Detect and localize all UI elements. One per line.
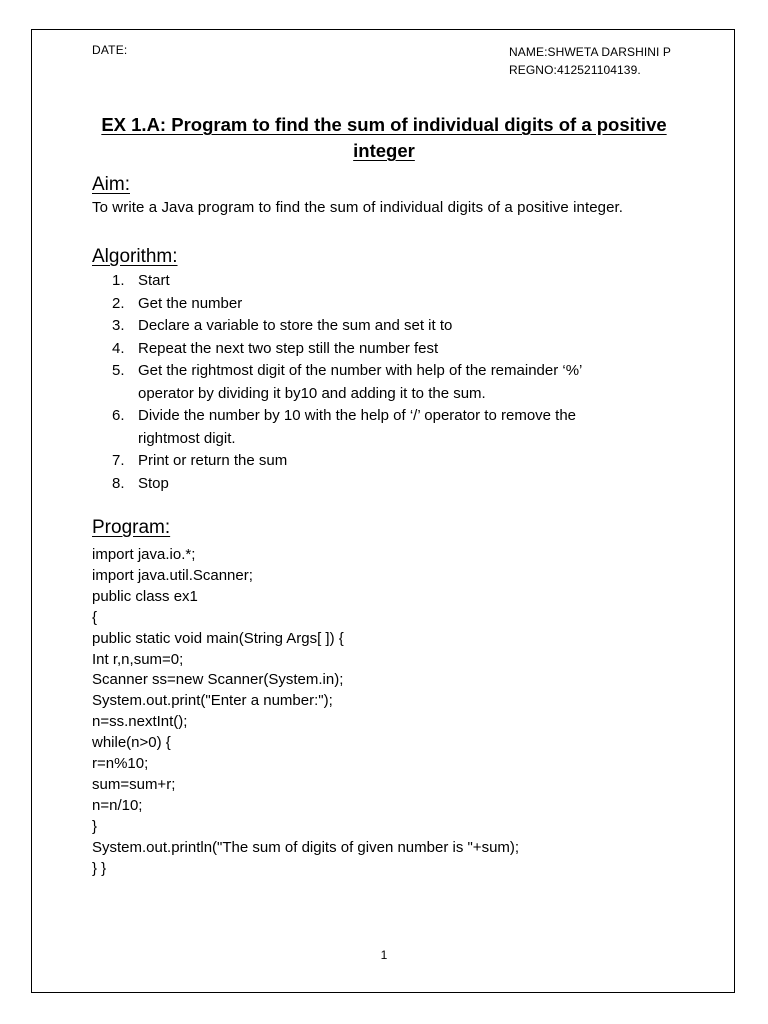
code-line: import java.util.Scanner; — [92, 566, 253, 584]
algorithm-step — [112, 293, 672, 316]
code-line: Scanner ss=new Scanner(System.in); — [92, 671, 344, 689]
code-line: public static void main(String Args[ ]) { — [92, 629, 344, 647]
regno-label: REGNO: — [509, 63, 557, 77]
program-heading: Program: — [92, 517, 171, 538]
step-text — [138, 315, 672, 338]
step-text-line: Get the rightmost digit of the number with help of the remainder ‘%’ — [138, 362, 583, 379]
code-line: { — [92, 608, 98, 626]
step-number: 1. — [112, 272, 125, 289]
step-text — [138, 270, 672, 293]
title-line-2: integer — [353, 140, 415, 161]
step-text — [138, 473, 672, 496]
algorithm-step — [112, 270, 672, 293]
step-text-line: Start — [138, 272, 170, 289]
algorithm-heading: Algorithm: — [92, 246, 178, 267]
code-line: System.out.println("The sum of digits of given number is "+sum); — [92, 838, 520, 856]
step-text-line: Get the number — [138, 294, 243, 312]
step-number: 2. — [112, 294, 125, 312]
regno-value: 412521104139. — [556, 63, 641, 77]
step-number: 7. — [112, 452, 125, 469]
algorithm-step — [112, 473, 672, 496]
step-number: 4. — [112, 339, 125, 357]
step-text-line: rightmost digit. — [138, 429, 236, 447]
code-line: sum=sum+r; — [92, 775, 176, 793]
step-text-line: Repeat the next two step still the number fest — [138, 339, 439, 357]
aim-text: To write a Java program to find the sum of individual digits of a positive integer. — [92, 199, 624, 216]
code-line: } — [92, 817, 98, 835]
algorithm-step — [112, 405, 672, 450]
regno-line — [509, 61, 671, 79]
step-number: 6. — [112, 407, 125, 424]
step-text — [138, 293, 672, 316]
code-line: import java.io.*; — [92, 546, 196, 563]
code-line: r=n%10; — [92, 755, 149, 773]
step-text-line: Divide the number by 10 with the help of ‘/’ operator to remove the — [138, 407, 577, 424]
title-line-1: EX 1.A: Program to find the sum of individual digits of a positive — [101, 114, 667, 135]
code-line: n=ss.nextInt(); — [92, 713, 188, 731]
step-text — [138, 360, 672, 405]
step-text-line: Print or return the sum — [138, 452, 288, 469]
step-text — [138, 405, 672, 450]
code-line: n=n/10; — [92, 796, 143, 814]
code-line: Int r,n,sum=0; — [92, 650, 184, 668]
code-line: public class ex1 — [92, 587, 198, 605]
program-code — [92, 545, 519, 880]
algorithm-step — [112, 360, 672, 405]
step-text — [138, 338, 672, 361]
code-line: System.out.print("Enter a number:"); — [92, 692, 333, 710]
student-info — [509, 43, 671, 79]
code-line: } } — [92, 859, 107, 877]
name-label: NAME: — [509, 45, 548, 59]
code-line: while(n>0) { — [92, 734, 171, 752]
step-text-line: Declare a variable to store the sum and set it to — [138, 317, 453, 334]
step-text — [138, 450, 672, 473]
name-value: SHWETA DARSHINI P — [547, 45, 672, 59]
step-text-line: operator by dividing it by10 and adding it to the sum. — [138, 384, 486, 402]
page-number: 1 — [380, 948, 388, 962]
aim-heading: Aim: — [92, 174, 130, 195]
step-text-line: Stop — [138, 474, 169, 492]
algorithm-step — [112, 315, 672, 338]
exercise-title — [92, 112, 676, 164]
step-number: 5. — [112, 362, 125, 379]
algorithm-steps — [112, 270, 672, 495]
step-number: 3. — [112, 317, 125, 334]
algorithm-step — [112, 450, 672, 473]
date-label: DATE: — [92, 43, 128, 57]
step-number: 8. — [112, 474, 125, 492]
name-line — [509, 43, 671, 61]
algorithm-step — [112, 338, 672, 361]
